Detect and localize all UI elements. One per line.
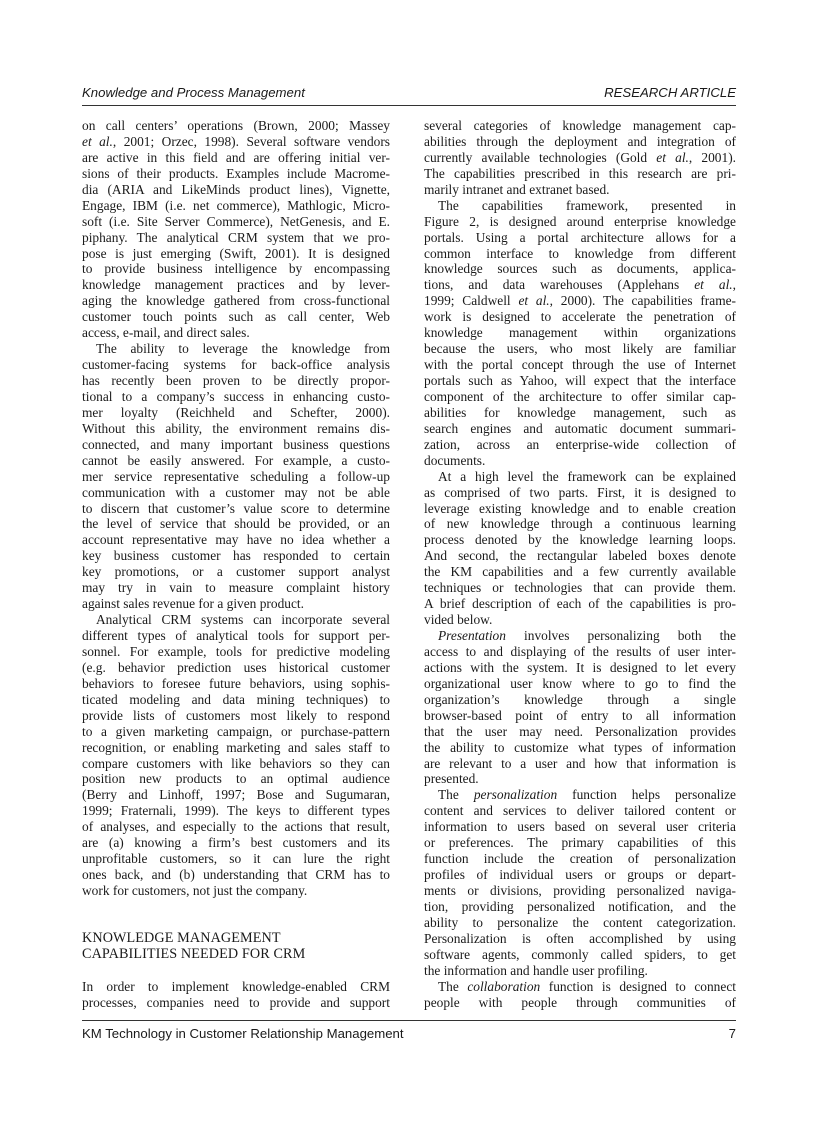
text-line: The ability to leverage the knowledge from (96, 341, 390, 357)
text-line: Engage, IBM (i.e. net commerce), Mathlogic, Micro- (82, 197, 390, 213)
text-line (424, 150, 736, 166)
text-line (424, 787, 736, 803)
text-line: browser-based point of entry to all information (424, 707, 736, 723)
page-number: 7 (728, 1026, 736, 1041)
text-line: ments or divisions, providing personalized naviga- (424, 883, 736, 898)
text-line: processes, companies need to provide and support (82, 994, 390, 1010)
article-type: RESEARCH ARTICLE (604, 85, 736, 100)
text-line: (e.g. behavior prediction uses historical customer (82, 659, 390, 675)
text-line: leverage existing knowledge and to enable creation (424, 500, 736, 516)
text-line: abilities through the deployment and integration of (424, 133, 736, 149)
text-line: behaviors to foresee future behaviors, using sophis- (82, 675, 390, 691)
text-line: of analyses, and especially to the actions that result, (82, 819, 390, 835)
text-line: ticated modeling and data mining techniques) to (82, 691, 390, 707)
text-run: function is designed to connect (540, 978, 736, 994)
text-line: KNOWLEDGE MANAGEMENT (82, 929, 281, 946)
text-run: , 2001). (688, 149, 736, 165)
text-line (424, 979, 736, 995)
text-line: information to users based on several user criteria (424, 819, 736, 835)
text-line: provide lists of customers most likely to respond (82, 707, 390, 723)
text-run: The (438, 787, 474, 803)
text-line: zation, across an enterprise-wide collection of (424, 436, 736, 452)
text-line: actions with the system. It is designed to let every (424, 659, 736, 675)
text-line: ones back, and (b) understanding that CRM has to (82, 867, 390, 883)
text-line (82, 134, 390, 150)
text-line: connected, and many important business questions (82, 436, 390, 452)
text-line: account representative may have no idea whether a (82, 532, 390, 548)
text-line: compare customers with like behaviors so they can (82, 755, 390, 771)
text-line: the ability to customize what types of information (424, 739, 736, 755)
text-line: portals such as Yahoo, will expect that the interface (424, 373, 736, 388)
text-line: people with people through communities of (424, 994, 736, 1010)
paragraph (424, 979, 736, 1011)
text-line (424, 293, 736, 309)
text-line: And second, the rectangular labeled boxes denote (424, 548, 736, 564)
text-line: recognition, or enabling marketing and sales staff to (82, 739, 390, 755)
text-line: are relevant to a user and how that information is (424, 755, 736, 771)
text-line: A brief description of each of the capabilities is pro- (424, 596, 736, 612)
text-line: Personalization is often accomplished by using (424, 930, 736, 946)
text-line: sions of their products. Examples include Macrome- (82, 165, 390, 181)
text-line: sonnel. For example, tools for predictive modeling (82, 643, 390, 659)
text-run: , 2001; Orzec, 1998). Several software vendors (112, 133, 391, 149)
paragraph (82, 118, 390, 341)
paragraph (424, 118, 736, 198)
text-line: key promotions, or a customer support analyst (82, 564, 390, 580)
italic-text: et al. (82, 133, 113, 149)
text-line: profiles of individual users or groups or depart- (424, 867, 736, 883)
paragraph (424, 787, 736, 978)
text-line: against sales revenue for a given product. (82, 596, 304, 612)
paragraph (82, 612, 390, 899)
text-line: documents. (424, 452, 486, 468)
text-line: dia (ARIA and LikeMinds product lines), Vignette, (82, 181, 390, 197)
journal-title: Knowledge and Process Management (82, 85, 305, 100)
text-line: abilities for knowledge management, such as (424, 404, 736, 420)
text-line: component of the architecture to offer similar cap- (424, 388, 736, 404)
text-run: function helps personalize (557, 787, 737, 803)
text-line: process denoted by the knowledge learning loops. (424, 532, 736, 548)
italic-text: Presentation (438, 628, 506, 643)
paragraph (82, 341, 390, 612)
running-header (82, 85, 736, 100)
text-run: The (438, 978, 468, 994)
text-line: 1999; Fraternali, 1999). The keys to different types (82, 803, 390, 819)
text-line: on call centers’ operations (Brown, 2000; Massey (82, 118, 390, 133)
text-line: work is designed to accelerate the penetration of (424, 309, 736, 325)
running-footer (82, 1026, 736, 1041)
text-line: function include the creation of personalization (424, 851, 736, 867)
text-line: with the portal concept through the use of Internet (424, 357, 736, 373)
text-line: pose is just emerging (Swift, 2001). It is designed (82, 245, 390, 261)
text-line: of new knowledge through a continuous learning (424, 516, 736, 532)
italic-text: et al. (518, 293, 550, 309)
text-line: soft (i.e. Site Server Commerce), NetGenesis, and E. (82, 213, 390, 229)
paragraph (424, 469, 736, 628)
text-line: because the users, who most likely are familiar (424, 341, 736, 357)
text-line: to discern that customer’s value score to determine (82, 500, 390, 516)
text-line: At a high level the framework can be explained (438, 468, 736, 484)
text-line: tion, providing personalized notification, and the (424, 898, 736, 914)
text-line: cannot be easily answered. For example, a custo- (82, 452, 390, 468)
text-line: mer loyalty (Reichheld and Schefter, 2000). (82, 404, 390, 420)
text-run: , (732, 277, 737, 293)
text-line: tional to a company’s success in enhancing custo- (82, 388, 390, 404)
text-line: CAPABILITIES NEEDED FOR CRM (82, 945, 306, 962)
text-line: Figure 2, is designed around enterprise knowledge (424, 213, 736, 229)
paragraph (424, 198, 736, 469)
text-line: to provide business intelligence by encompassing (82, 261, 390, 277)
right-column (424, 118, 736, 1011)
text-line: the level of service that should be provided, or an (82, 516, 390, 532)
paragraph (82, 979, 390, 1011)
text-run: 1999; Caldwell (424, 293, 519, 309)
text-line: are active in this field and are offering initial ver- (82, 149, 390, 165)
text-run: currently available technologies (Gold (424, 149, 657, 165)
italic-text: et al. (656, 149, 689, 165)
italic-text: et al. (694, 277, 733, 293)
text-line: as comprised of two parts. First, it is designed to (424, 484, 736, 500)
text-line: vided below. (424, 612, 493, 628)
text-line: software agents, commonly called spiders, to get (424, 946, 736, 962)
header-rule (82, 105, 736, 106)
text-line: organization’s knowledge through a single (424, 691, 736, 707)
text-line: organizational user know where to go to find the (424, 675, 736, 691)
text-line: knowledge sources such as documents, applica- (424, 261, 736, 277)
text-line: piphany. The analytical CRM system that we pro- (82, 229, 390, 245)
section-heading (82, 931, 390, 963)
text-run: , 2000). The capabilities frame- (549, 293, 737, 309)
article-title: KM Technology in Customer Relationship Management (82, 1026, 404, 1041)
paragraph (424, 628, 736, 787)
text-line: may try in vain to measure complaint history (82, 580, 390, 596)
text-line: access to and displaying of the results of user inter- (424, 643, 736, 659)
text-line (424, 277, 736, 293)
text-line: In order to implement knowledge-enabled CRM (82, 978, 390, 994)
text-line: ability to personalize the content categorization. (424, 914, 736, 930)
text-line: the information and handle user profiling. (424, 962, 648, 978)
text-line: several categories of knowledge management cap- (424, 118, 736, 133)
text-line: (Berry and Linhoff, 1997; Bose and Sugumaran, (82, 787, 390, 803)
text-line: are (a) knowing a firm’s best customers and its (82, 835, 390, 851)
text-line: portals. Using a portal architecture allows for a (424, 229, 736, 245)
text-line: Analytical CRM systems can incorporate several (96, 612, 390, 628)
text-line: to a given marketing campaign, or purchase-pattern (82, 723, 390, 739)
text-line: Without this ability, the environment remains dis- (82, 420, 390, 436)
text-line: that the user may need. Personalization provides (424, 723, 736, 739)
text-line: search engines and automatic document summari- (424, 420, 736, 436)
text-line: different types of analytical tools for support per- (82, 628, 390, 643)
left-column (82, 118, 390, 1011)
text-line: customer-facing systems for back-office analysis (82, 357, 390, 373)
text-line: The capabilities prescribed in this research are pri- (424, 165, 736, 181)
text-line: key business customer has responded to certain (82, 548, 390, 564)
text-line: access, e-mail, and direct sales. (82, 325, 250, 341)
text-line: work for customers, not just the company. (82, 883, 308, 898)
text-line: has recently been proven to be directly propor- (82, 373, 390, 388)
text-line: presented. (424, 771, 479, 787)
text-line: knowledge management within organizations (424, 325, 736, 341)
text-line: common interface to knowledge from different (424, 245, 736, 261)
text-line: customer touch points such as call center, Web (82, 309, 390, 325)
text-line: marily intranet and extranet based. (424, 181, 610, 197)
footer-rule (82, 1020, 736, 1021)
text-line: communication with a customer may not be able (82, 484, 390, 500)
text-line: techniques or technologies that can provide them. (424, 580, 736, 596)
text-line: content and services to deliver tailored content or (424, 803, 736, 819)
text-line: aging the knowledge gathered from cross-functional (82, 293, 390, 309)
text-line: knowledge management practices and by lever- (82, 277, 390, 293)
text-line (424, 628, 736, 644)
text-line: The capabilities framework, presented in (438, 197, 736, 213)
text-run: involves personalizing both the (505, 628, 736, 643)
text-run: tions, and data warehouses (Applehans (424, 277, 695, 293)
text-line: position new products to an optimal audience (82, 771, 390, 787)
text-line: the KM capabilities and a few currently available (424, 564, 736, 580)
italic-text: personalization (473, 787, 558, 803)
text-line: mer service representative scheduling a follow-up (82, 468, 390, 484)
text-line: unprofitable customers, so it can lure the right (82, 851, 390, 867)
text-line: or preferences. The primary capabilities of this (424, 835, 736, 851)
italic-text: collaboration (467, 978, 541, 994)
